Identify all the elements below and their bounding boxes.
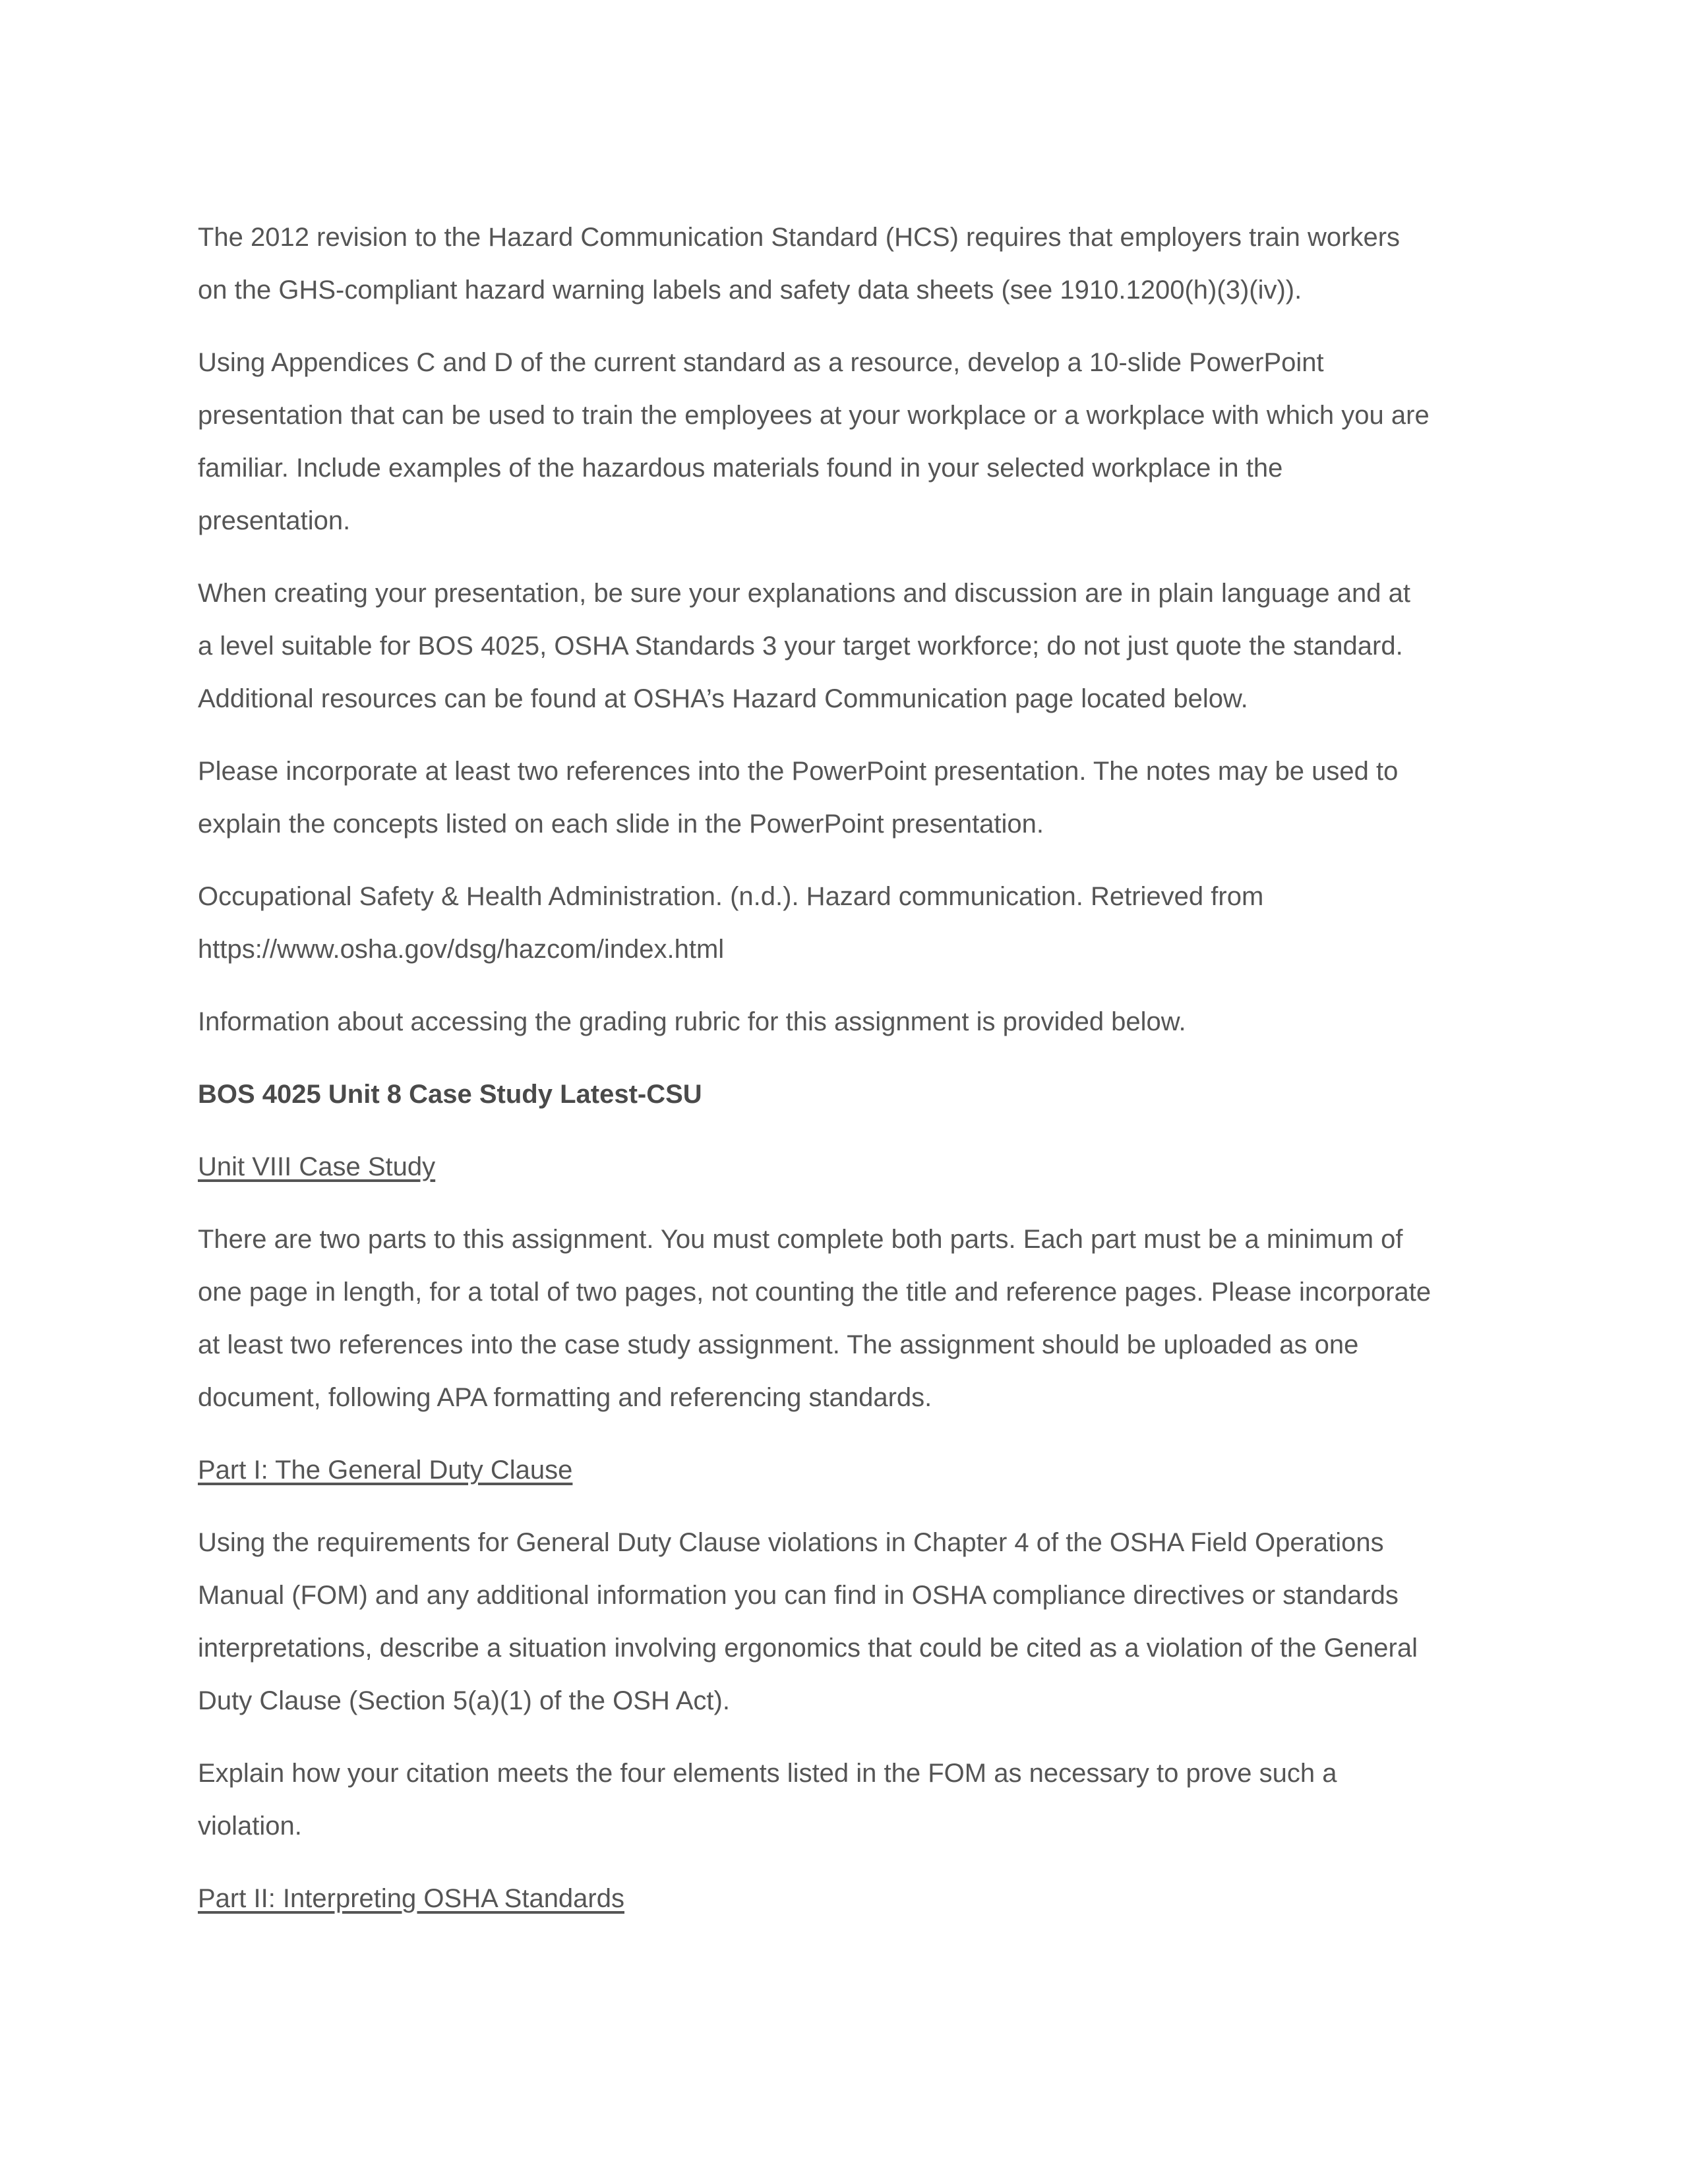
- text-line: explain the concepts listed on each slide in the PowerPoint presentation.: [198, 810, 1044, 839]
- document-heading: BOS 4025 Unit 8 Case Study Latest-CSU: [198, 1080, 702, 1109]
- paragraph-hcs-revision: [198, 211, 1510, 316]
- text-line: Explain how your citation meets the four elements listed in the FOM as necessary to prove such a: [198, 1759, 1337, 1788]
- citation-url: https://www.osha.gov/dsg/hazcom/index.html: [198, 935, 725, 964]
- text-line: Using Appendices C and D of the current standard as a resource, develop a 10-slide PowerPoint: [198, 348, 1324, 377]
- text-line: Occupational Safety & Health Administration. (n.d.). Hazard communication. Retrieved from: [198, 882, 1264, 911]
- paragraph-general-duty: [198, 1516, 1510, 1727]
- text-line: Please incorporate at least two references into the PowerPoint presentation. The notes may be used to: [198, 757, 1399, 786]
- paragraph-four-elements: [198, 1747, 1510, 1852]
- text-line: at least two references into the case study assignment. The assignment should be uploaded as one: [198, 1330, 1359, 1359]
- text-line: When creating your presentation, be sure your explanations and discussion are in plain language and at: [198, 579, 1410, 608]
- paragraph-references: [198, 745, 1510, 850]
- paragraph-appendices: [198, 336, 1510, 547]
- text-line: familiar. Include examples of the hazardous materials found in your selected workplace in the: [198, 454, 1283, 483]
- text-line: interpretations, describe a situation involving ergonomics that could be cited as a violation of the General: [198, 1634, 1418, 1663]
- part-one-link[interactable]: Part I: The General Duty Clause: [198, 1456, 573, 1485]
- text-line: one page in length, for a total of two pages, not counting the title and reference pages. Please incorporate: [198, 1278, 1432, 1307]
- paragraph-plain-language: [198, 567, 1510, 725]
- document-body: [198, 211, 1510, 1945]
- paragraph-rubric-info: Information about accessing the grading rubric for this assignment is provided below.: [198, 1007, 1186, 1036]
- text-line: document, following APA formatting and referencing standards.: [198, 1383, 932, 1412]
- text-line: There are two parts to this assignment. You must complete both parts. Each part must be a minimum of: [198, 1225, 1403, 1254]
- part-two-link[interactable]: Part II: Interpreting OSHA Standards: [198, 1884, 624, 1913]
- text-line: Using the requirements for General Duty Clause violations in Chapter 4 of the OSHA Field Operations: [198, 1528, 1384, 1557]
- text-line: Manual (FOM) and any additional information you can find in OSHA compliance directives or standards: [198, 1581, 1399, 1610]
- text-line: a level suitable for BOS 4025, OSHA Standards 3 your target workforce; do not just quote the standard.: [198, 632, 1403, 661]
- text-line: violation.: [198, 1812, 302, 1841]
- text-line: presentation that can be used to train the employees at your workplace or a workplace with which you are: [198, 401, 1430, 430]
- text-line: The 2012 revision to the Hazard Communication Standard (HCS) requires that employers train workers: [198, 223, 1401, 252]
- unit-case-study-link[interactable]: Unit VIII Case Study: [198, 1152, 436, 1181]
- text-line: presentation.: [198, 506, 351, 535]
- paragraph-two-parts: [198, 1213, 1510, 1424]
- text-line: Additional resources can be found at OSHA’s Hazard Communication page located below.: [198, 684, 1248, 713]
- text-line: Duty Clause (Section 5(a)(1) of the OSH Act).: [198, 1686, 730, 1715]
- text-line: on the GHS-compliant hazard warning labels and safety data sheets (see 1910.1200(h)(3)(iv)).: [198, 276, 1302, 305]
- paragraph-citation: [198, 870, 1510, 976]
